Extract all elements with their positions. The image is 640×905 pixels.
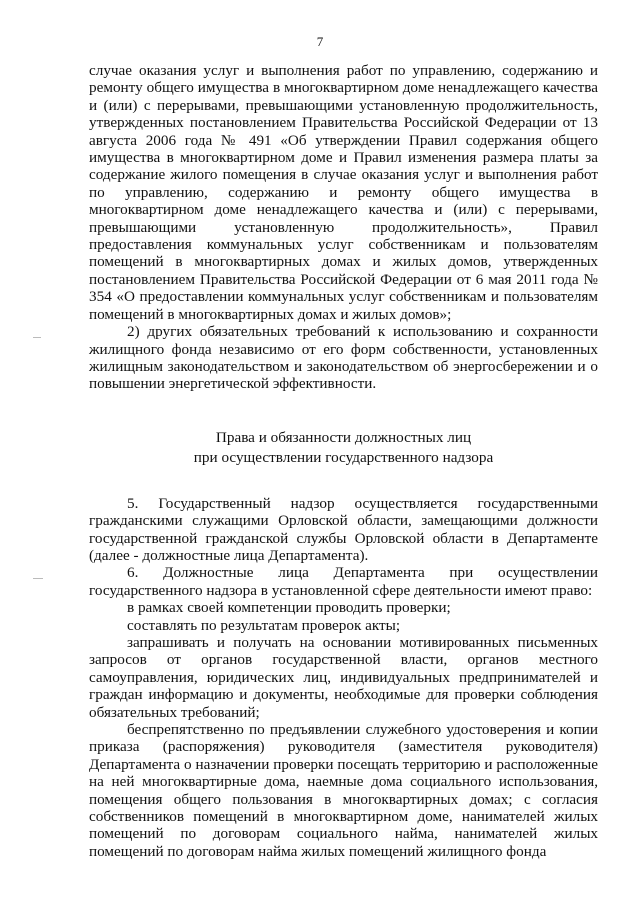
paragraph-5: 5. Государственный надзор осуществляется государственными гражданскими служащими Орловской области, замещающими должности государственной гражданской службы Орловской области в Департаменте (далее - должностные лица Департамента).	[89, 494, 598, 564]
paragraph-item-2: 2) других обязательных требований к использованию и сохранности жилищного фонда независимо от его форм собственности, установленных жилищным законодательством и законодательством об энергосбережении и о повышении энергетической эффективности.	[89, 323, 598, 393]
list-item-inspections: в рамках своей компетенции проводить проверки;	[127, 599, 451, 617]
paragraph-6: 6. Должностные лица Департамента при осуществлении государственного надзора в установленной сфере деятельности имеют право:	[89, 564, 598, 599]
list-item-acts: составлять по результатам проверок акты;	[127, 616, 401, 634]
margin-mark	[33, 337, 41, 338]
section-heading-line2: при осуществлении государственного надзора	[193, 448, 494, 466]
page-number: 7	[316, 34, 324, 49]
document-body	[89, 62, 598, 860]
section-heading-line1: Права и обязанности должностных лиц	[215, 428, 472, 446]
list-item-requests: запрашивать и получать на основании мотивированных письменных запросов от органов государственной власти, органов местного самоуправления, юридических лиц, индивидуальных предпринимателей и граждан информацию и документы, необходимые для проверки соблюдения обязательных требований;	[89, 633, 598, 721]
section-heading	[89, 428, 598, 468]
margin-mark	[33, 578, 43, 579]
paragraph-continuation: случае оказания услуг и выполнения работ по управлению, содержанию и ремонту общего имущества в многоквартирном доме ненадлежащего качества и (или) с перерывами, превышающими установленную продолжительность, утвержденных постановлением Правительства Российской Федерации от 13 августа 2006 года № 491 «Об утверждении Правил содержания общего имущества в многоквартирном доме и Правил изменения размера платы за содержание жилого помещения в случае оказания услуг и выполнения работ по управлению, содержанию и ремонту общего имущества в многоквартирном доме ненадлежащего качества и (или) с перерывами, превышающими установленную продолжительность», Правил предоставления коммунальных услуг собственникам и пользователям помещений в многоквартирных домах и жилых домов, утвержденных постановлением Правительства Российской Федерации от 6 мая 2011 года № 354 «О предоставлении коммунальных услуг собственникам и пользователям помещений в многоквартирных домах и жилых домов»;	[89, 62, 598, 323]
list-item-access: беспрепятственно по предъявлении служебного удостоверения и копии приказа (распоряжения) руководителя (заместителя руководителя) Департамента о назначении проверки посещать территорию и расположенные на ней многоквартирные дома, наемные дома социального использования, помещения общего пользования в многоквартирных домах; с согласия собственников помещений в многоквартирном доме, нанимателей жилых помещений по договорам социального найма, нанимателей жилых помещений по договорам найма жилых помещений жилищного фонда	[89, 721, 598, 860]
